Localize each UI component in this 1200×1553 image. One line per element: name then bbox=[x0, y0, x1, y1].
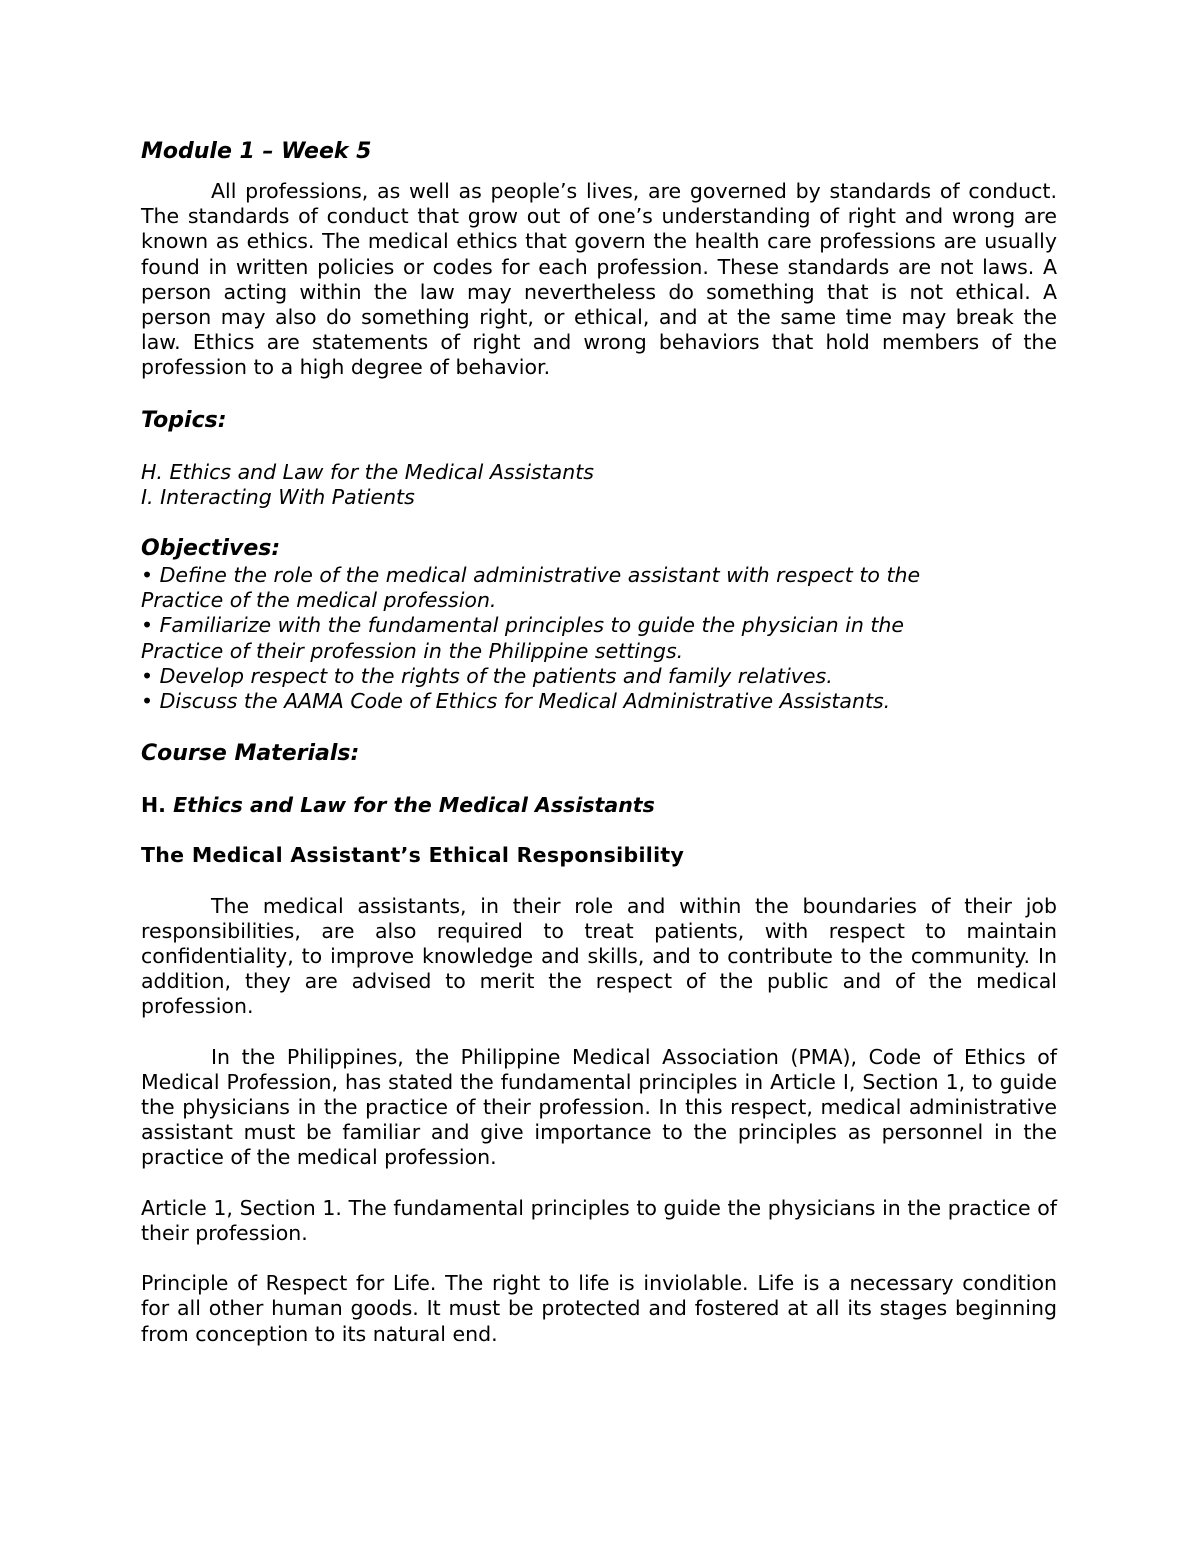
topic-item: I. Interacting With Patients bbox=[141, 484, 415, 509]
intro-paragraph: All professions, as well as people’s lives, are governed by standards of conduct. The standards of conduct that grow out of one’s understanding of right and wrong are known as ethics. The medical ethics that govern the health care professions are usually found in written policies or codes for each profession. These standards are not laws. A person acting within the law may nevertheless do something that is not ethical. A person may also do something right, or ethical, and at the same time may break the law. Ethics are statements of right and wrong behaviors that hold members of the profession to a high degree of behavior. bbox=[141, 179, 1057, 380]
body-paragraph: The medical assistants, in their role and within the boundaries of their job responsibilities, are also required to treat patients, with respect to maintain confidentiality, to improve knowledge and skills, and to contribute to the community. In addition, they are advised to merit the respect of the public and of the medical profession. bbox=[141, 893, 1057, 1019]
article-paragraph: Article 1, Section 1. The fundamental principles to guide the physicians in the practice of their profession. bbox=[141, 1195, 1057, 1245]
body-paragraph: In the Philippines, the Philippine Medical Association (PMA), Code of Ethics of Medical Profession, has stated the fundamental principles in Article I, Section 1, to guide the physicians in the practice of their profession. In this respect, medical administrative assistant must be familiar and give importance to the principles as personnel in the practice of the medical profession. bbox=[141, 1044, 1057, 1170]
objectives-heading: Objectives: bbox=[141, 536, 281, 562]
topic-item: H. Ethics and Law for the Medical Assistants bbox=[141, 459, 594, 484]
section-prefix: H. bbox=[141, 793, 166, 818]
objective-item: • Familiarize with the fundamental principles to guide the physician in the Practice of their profession in the Philippine settings. bbox=[141, 613, 905, 663]
module-title: Module 1 – Week 5 bbox=[141, 139, 372, 164]
subheading: The Medical Assistant’s Ethical Responsibility bbox=[141, 843, 685, 868]
objective-item: • Define the role of the medical administrative assistant with respect to the Practice of the medical profession. bbox=[141, 563, 921, 613]
objective-item: • Discuss the AAMA Code of Ethics for Medical Administrative Assistants. bbox=[141, 689, 891, 714]
course-materials-heading: Course Materials: bbox=[141, 741, 360, 767]
objective-item: • Develop respect to the rights of the patients and family relatives. bbox=[141, 663, 833, 688]
principle-paragraph: Principle of Respect for Life. The right to life is inviolable. Life is a necessary condition for all other human goods. It must be protected and fostered at all its stages beginning from conception to its natural end. bbox=[141, 1271, 1057, 1346]
section-title: Ethics and Law for the Medical Assistants bbox=[173, 793, 655, 818]
section-heading bbox=[141, 793, 1057, 818]
document-page bbox=[141, 138, 1057, 1347]
topics-heading: Topics: bbox=[141, 407, 227, 433]
